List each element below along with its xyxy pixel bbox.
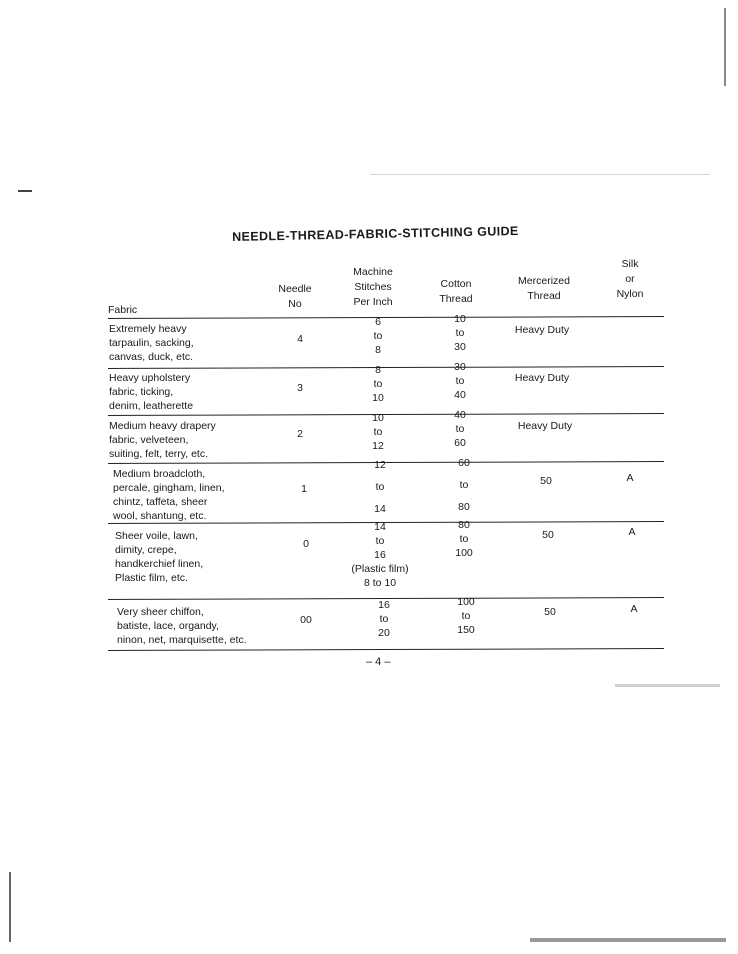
cotton-cell: 30 to 40 (454, 361, 466, 401)
needle-cell: 1 (301, 483, 307, 495)
needle-cell: 0 (303, 538, 309, 550)
mercerized-cell: 50 (544, 606, 556, 618)
cotton-cell: 80 to 100 (455, 519, 473, 559)
table-row: Extremely heavy tarpaulin, sacking, canvas, duck, etc. (109, 323, 194, 363)
scan-noise (615, 684, 720, 687)
scan-noise (370, 174, 710, 175)
mercerized-cell: Heavy Duty (514, 372, 570, 384)
scan-edge-mark (18, 190, 32, 192)
stitches-cell: 12 to 14 (374, 459, 386, 515)
scan-edge-mark (530, 938, 726, 942)
header-fabric: Fabric (108, 304, 138, 316)
mercerized-cell: Heavy Duty (514, 324, 570, 336)
needle-cell: 4 (297, 333, 303, 345)
header-needle: Needle No (278, 283, 312, 310)
stitches-cell: 14 to 16 (Plastic film) 8 to 10 (351, 521, 409, 589)
table-row: Sheer voile, lawn, dimity, crepe, handkerchief linen, Plastic film, etc. (115, 530, 204, 584)
stitches-cell: 8 to 10 (372, 364, 384, 404)
needle-cell: 3 (297, 382, 303, 394)
table-row: Medium heavy drapery fabric, velveteen, suiting, felt, terry, etc. (109, 420, 216, 460)
table-row: Medium broadcloth, percale, gingham, linen, chintz, taffeta, sheer wool, shantung, etc. (113, 468, 225, 522)
mercerized-cell: 50 (540, 475, 552, 487)
silk-cell: A (626, 472, 634, 484)
needle-cell: 00 (300, 614, 312, 626)
stitches-cell: 6 to 8 (373, 316, 383, 356)
page-number: – 4 – (366, 656, 391, 668)
needle-cell: 2 (297, 428, 303, 440)
table-row: Very sheer chiffon, batiste, lace, organdy, ninon, net, marquisette, etc. (117, 606, 247, 646)
cotton-cell: 60 to 80 (458, 457, 470, 513)
cotton-cell: 40 to 60 (454, 409, 466, 449)
mercerized-cell: 50 (542, 529, 554, 541)
stitches-cell: 10 to 12 (372, 412, 384, 452)
stitches-cell: 16 to 20 (378, 599, 390, 639)
silk-cell: A (628, 526, 636, 538)
cotton-cell: 10 to 30 (454, 313, 466, 353)
header-mercerized: Mercerized Thread (518, 275, 570, 302)
silk-cell: A (630, 603, 638, 615)
scan-edge-mark (724, 8, 726, 86)
page-title: NEEDLE-THREAD-FABRIC-STITCHING GUIDE (232, 223, 519, 244)
header-silk: Silk or Nylon (616, 258, 644, 300)
cotton-cell: 100 to 150 (457, 596, 475, 636)
mercerized-cell: Heavy Duty (517, 420, 573, 432)
scan-edge-mark (9, 872, 11, 942)
table-row: Heavy upholstery fabric, ticking, denim, leatherette (109, 372, 194, 412)
header-stitches: Machine Stitches Per Inch (353, 266, 393, 308)
table-rule (108, 648, 664, 651)
header-cotton: Cotton Thread (439, 278, 473, 305)
